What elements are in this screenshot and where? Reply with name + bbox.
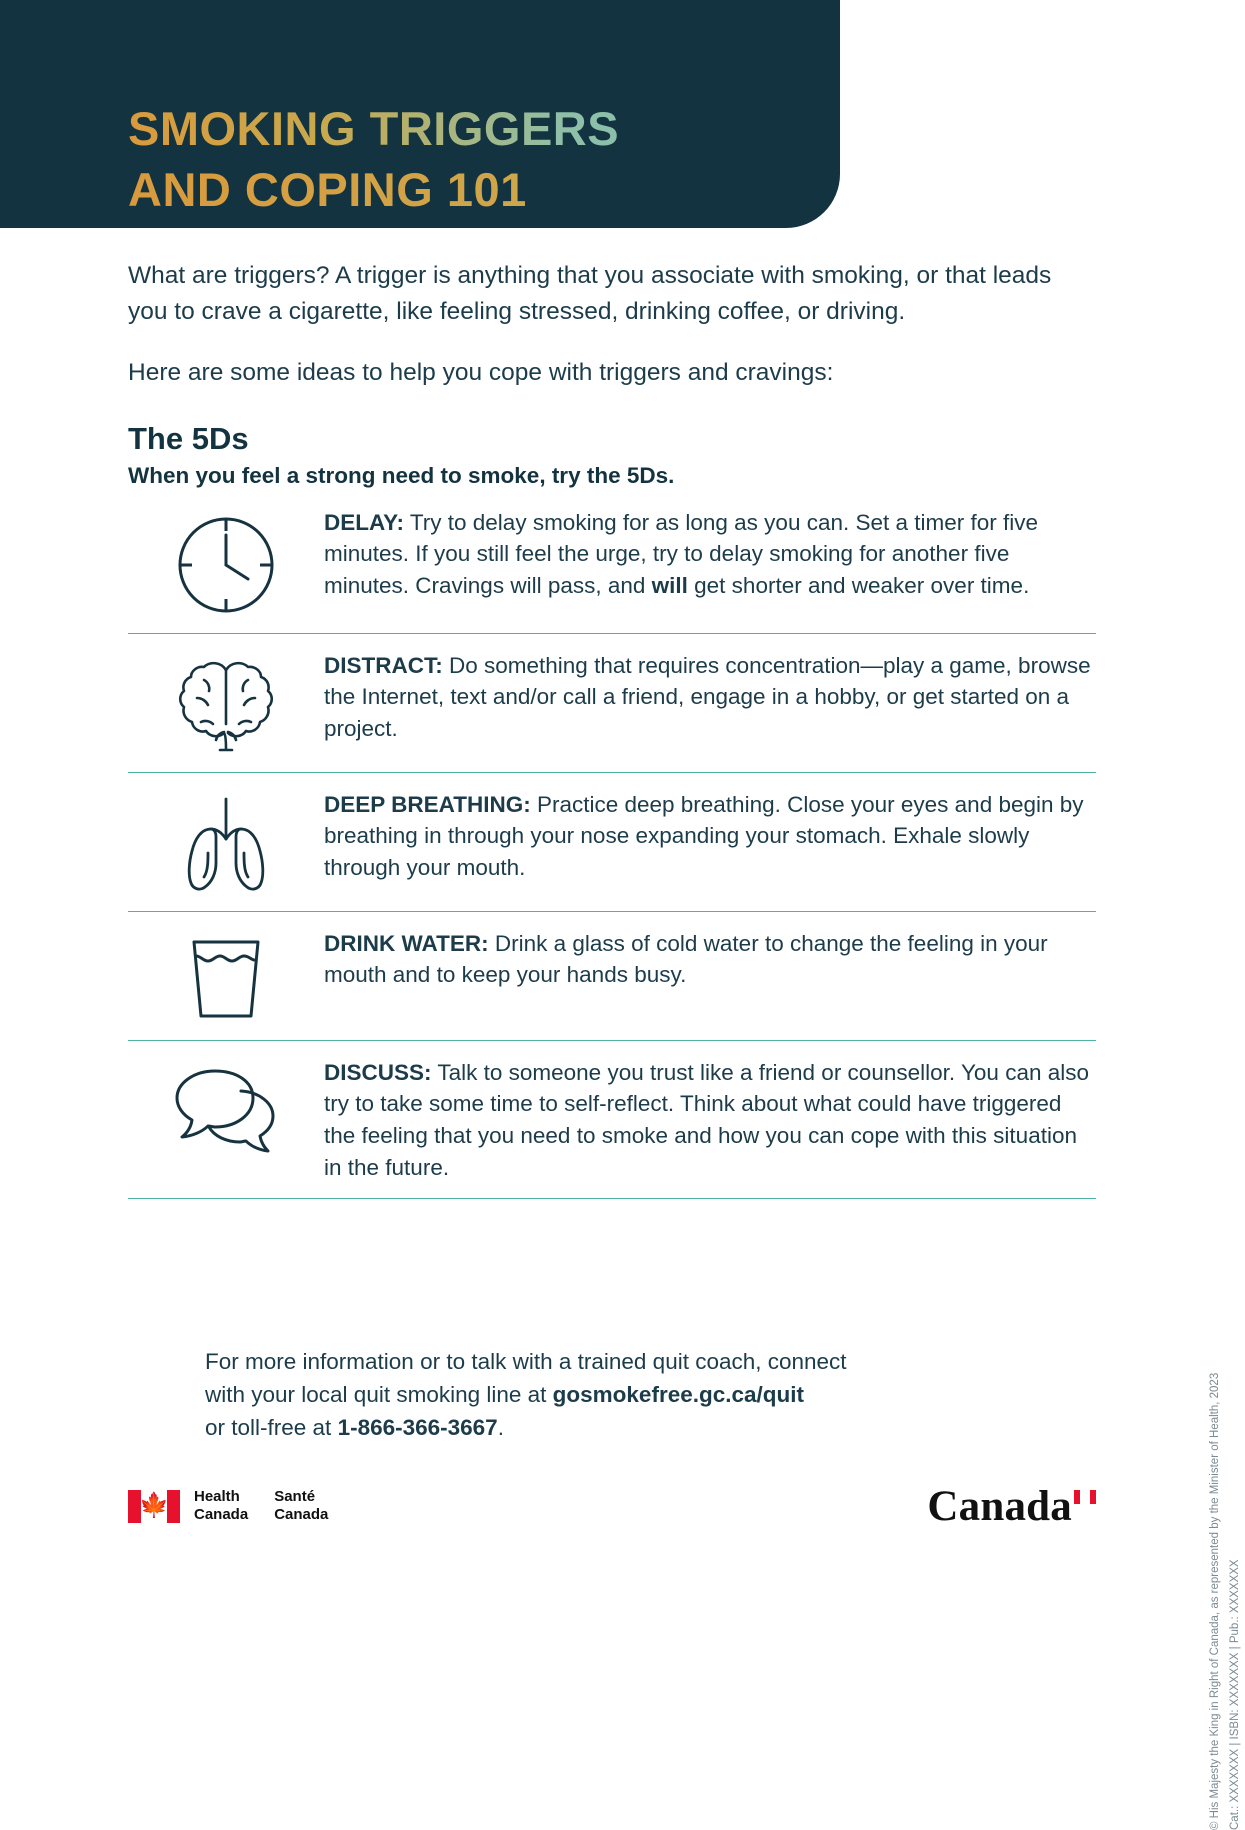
catalogue-line: Cat.: XXXXXXX | ISBN: XXXXXXX | Pub.: XXXXXXX <box>1228 1559 1241 1830</box>
list-item-body-after: get shorter and weaker over time. <box>687 573 1030 599</box>
main-content <box>128 258 1096 1199</box>
list-item-label: DRINK WATER: <box>324 930 489 956</box>
section-subheading: When you feel a strong need to smoke, try the 5Ds. <box>128 462 675 488</box>
health-canada-fr-line2: Canada <box>274 1506 329 1524</box>
list-item-label: DISCUSS: <box>324 1059 432 1085</box>
list-item-body-before: Drink a glass of cold water to change the feeling in your mouth and to keep your hands busy. <box>324 930 1048 988</box>
intro-paragraph-1: What are triggers? A trigger is anything that you associate with smoking, or that leads you to crave a cigarette, like feeling stressed, drinking coffee, or driving. <box>128 262 1052 325</box>
copyright-line: © His Majesty the King in Right of Canada, as represented by the Minister of Health, 2023 <box>1209 1372 1221 1830</box>
list-item <box>128 633 1096 772</box>
list-item-text <box>324 650 1096 746</box>
list-item-body-before: Try to delay smoking for as long as you can. Set a timer for five minutes. If you still feel the urge, try to delay smoking for another five minutes. Cravings will pass, and <box>324 509 1039 599</box>
list-item <box>128 772 1096 911</box>
water-glass-icon <box>128 928 324 1026</box>
canada-wordmark-flag-icon <box>1074 1490 1096 1504</box>
canadian-flag-icon: 🍁 <box>128 1490 180 1523</box>
page-title <box>128 99 828 219</box>
canada-wordmark <box>927 1482 1096 1531</box>
list-item-body-before: Do something that requires concentration—play a game, browse the Internet, text and/or call a friend, engage in a hobby, or get started on a project. <box>324 652 1091 742</box>
brain-icon <box>128 650 324 758</box>
footer-phone-number[interactable]: 1-866-366-3667 <box>337 1414 498 1440</box>
lungs-icon <box>128 789 324 897</box>
footer-line-2-text: with your local quit smoking line at <box>205 1381 553 1407</box>
intro-paragraph-2: Here are some ideas to help you cope with triggers and cravings: <box>128 359 834 387</box>
footer-line-1: For more information or to talk with a trained quit coach, connect <box>205 1349 847 1374</box>
list-item-text <box>324 507 1096 603</box>
list-item-label: DELAY: <box>324 509 405 535</box>
list-item-label: DEEP BREATHING: <box>324 791 531 817</box>
speech-bubbles-icon <box>128 1057 324 1157</box>
clock-icon <box>128 507 324 619</box>
list-item-text <box>324 789 1096 885</box>
list-item-body-before: Practice deep breathing. Close your eyes and begin by breathing in through your nose expanding your stomach. Exhale slowly through your mouth. <box>324 791 1084 881</box>
list-item-label: DISTRACT: <box>324 652 443 678</box>
canada-wordmark-text: Canada <box>927 1483 1072 1530</box>
health-canada-wordmark <box>194 1488 354 1525</box>
copyright-credit <box>1206 1372 1245 1830</box>
list-item-body-before: Talk to someone you trust like a friend or counsellor. You can also try to take some time to self-reflect. Think about what could have triggered the feeling that you need to smoke and how you can cope with this situation in the future. <box>324 1059 1089 1181</box>
list-item-emphasis: will <box>651 573 688 599</box>
page-title-line-2: AND COPING 101 <box>128 160 828 220</box>
footer-website-link[interactable]: gosmokefree.gc.ca/quit <box>552 1381 804 1407</box>
footer-line-3-text: or toll-free at <box>205 1414 338 1440</box>
five-ds-list <box>128 501 1096 1200</box>
footer-line-3-end: . <box>497 1414 504 1440</box>
footer-contact-info <box>205 1346 1065 1445</box>
health-canada-en-line2: Canada <box>194 1506 249 1524</box>
section-heading: The 5Ds <box>128 420 249 456</box>
footer-line-3 <box>205 1412 1065 1445</box>
health-canada-fr-line1: Santé <box>274 1488 316 1505</box>
list-item-text <box>324 928 1096 992</box>
list-item <box>128 1040 1096 1200</box>
footer-line-2 <box>205 1379 1065 1412</box>
list-item <box>128 911 1096 1040</box>
health-canada-logo <box>128 1488 354 1525</box>
page-title-line-1: SMOKING TRIGGERS <box>128 99 828 159</box>
list-item-text <box>324 1057 1096 1185</box>
health-canada-en-line1: Health <box>194 1488 240 1505</box>
list-item <box>128 501 1096 633</box>
